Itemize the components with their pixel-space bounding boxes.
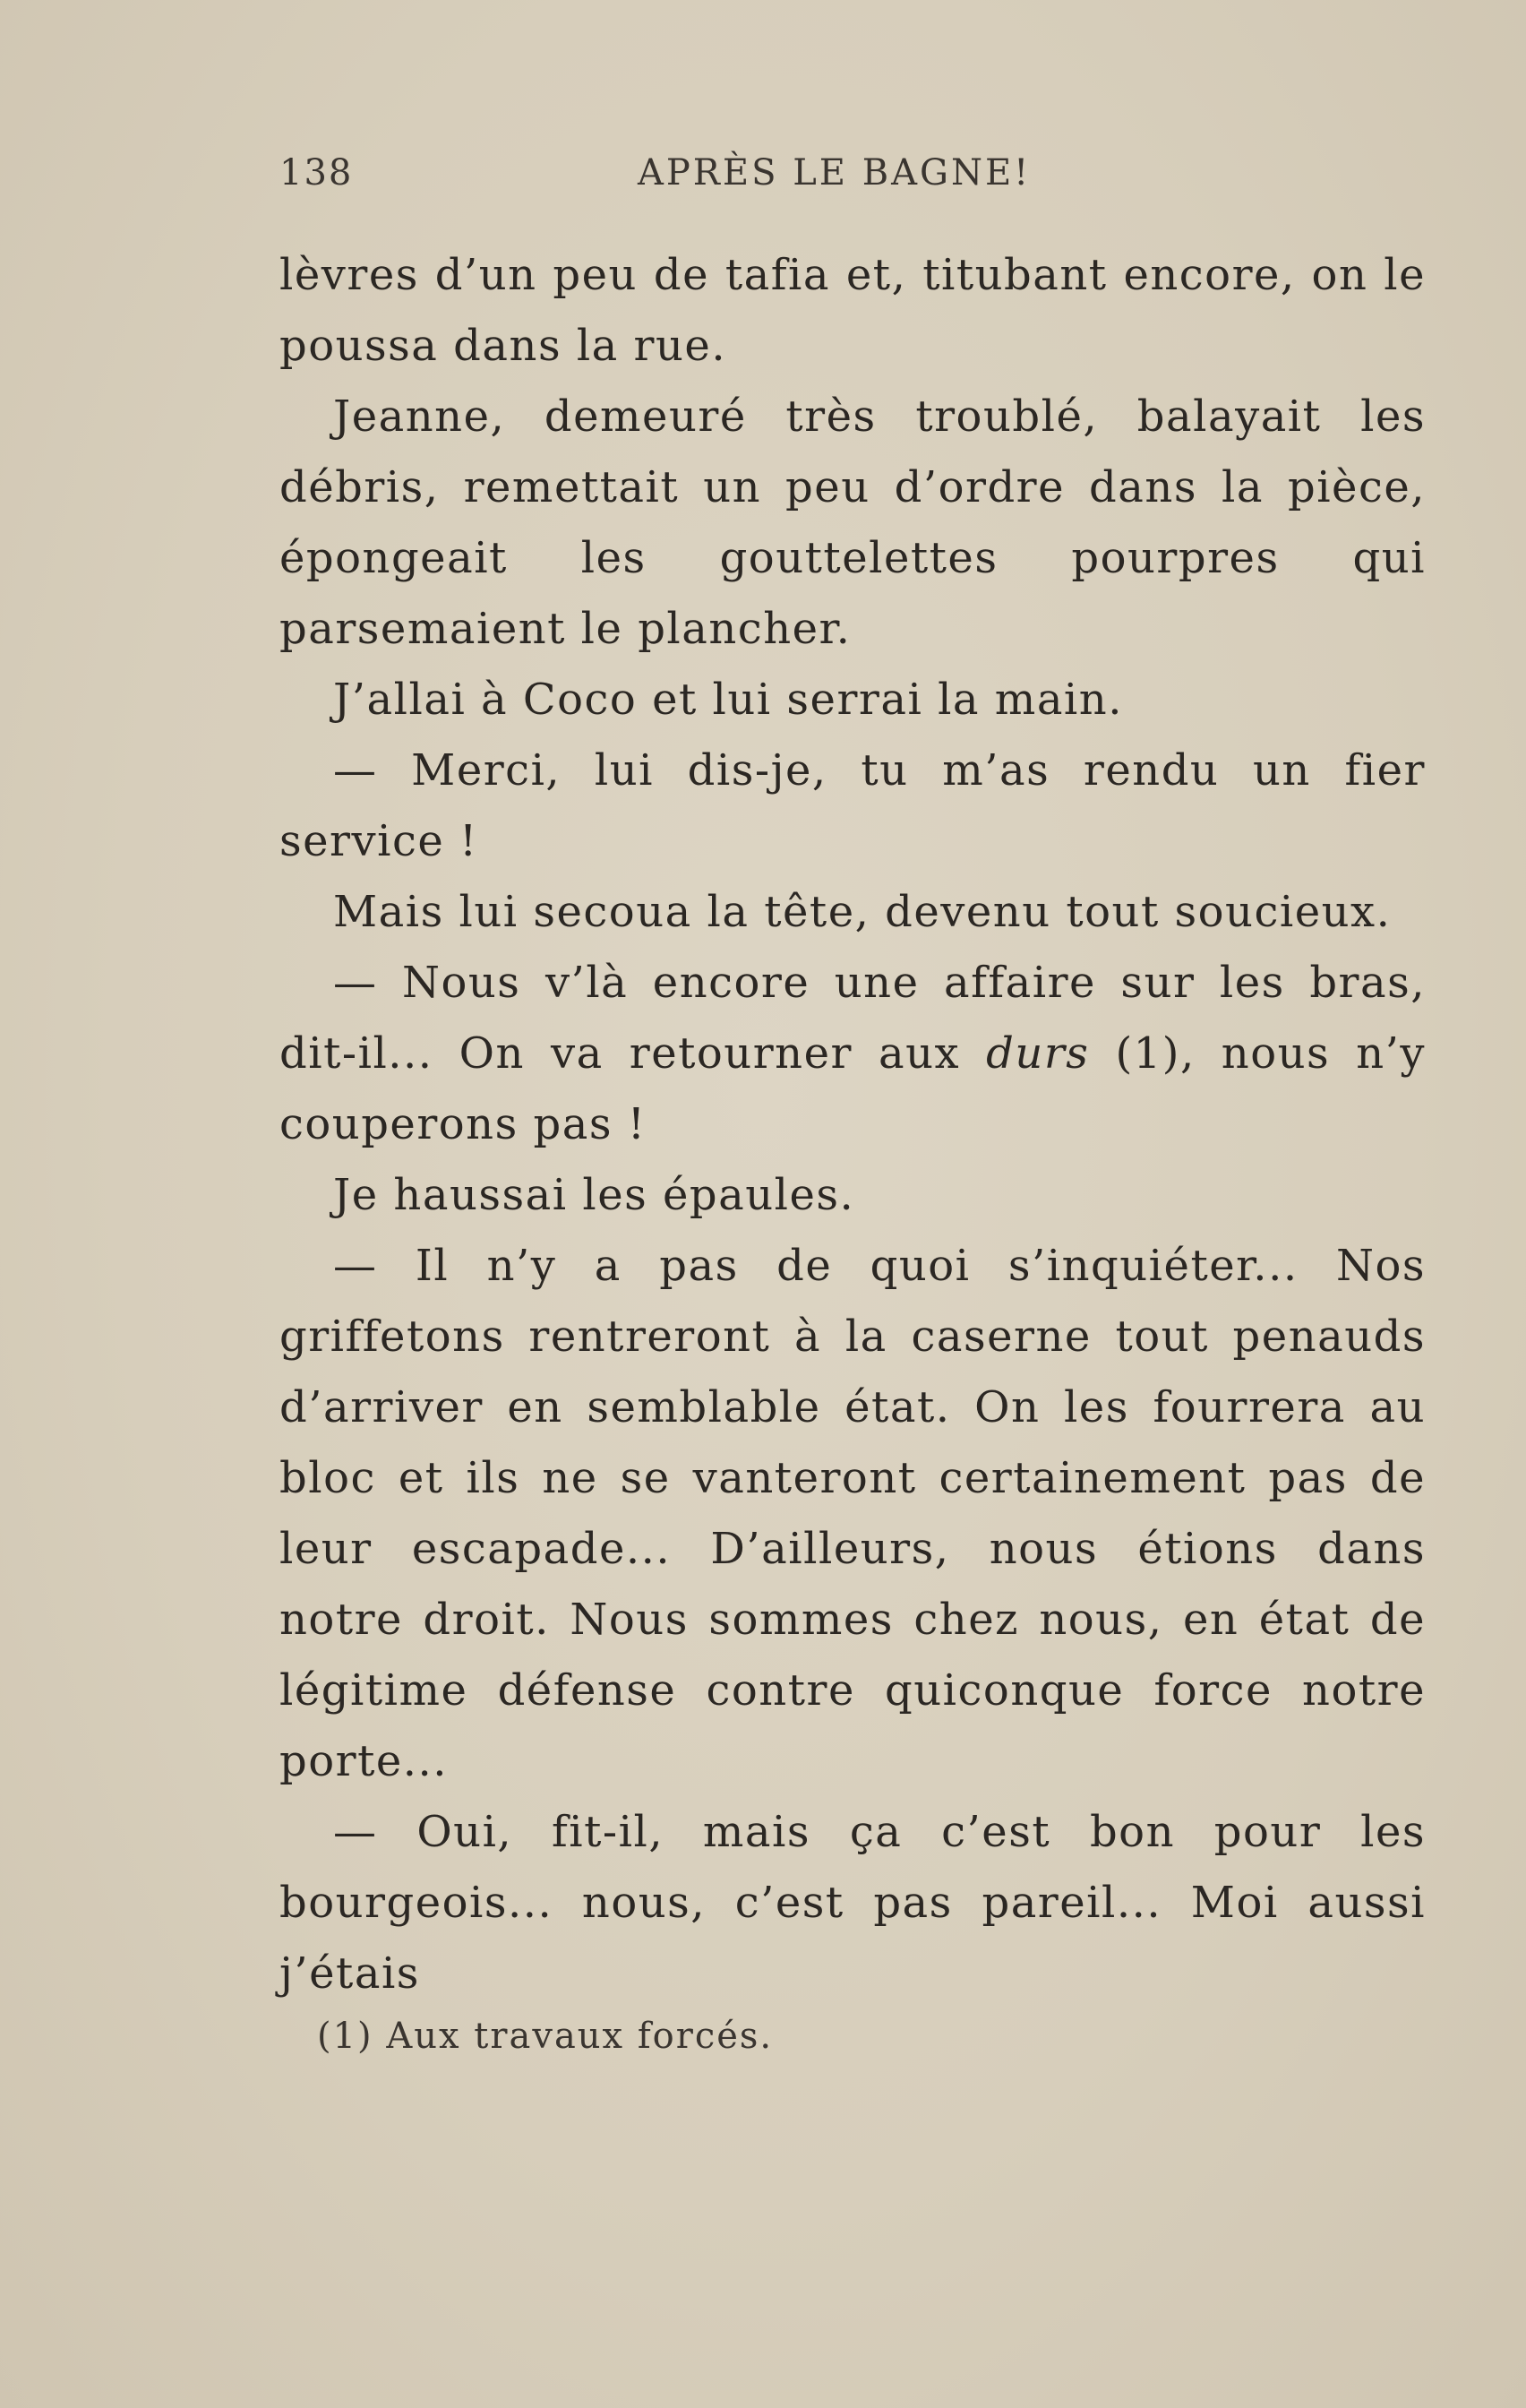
paragraph: J’allai à Coco et lui serrai la main. bbox=[333, 675, 1123, 725]
running-header bbox=[279, 152, 1426, 206]
italic-word: durs bbox=[986, 1028, 1090, 1079]
paragraph: — Il n’y a pas de quoi s’inquiéter... Nos griffetons rentreront à la caserne tout penauds d’arriver en semblable état. On les fourrera au bloc et ils ne se vanteront certainement pas de leur escapade... D’ailleurs, nous étions dans notre droit. Nous sommes chez nous, en état de légitime défense contre quiconque force notre porte... bbox=[279, 1241, 1426, 1786]
paragraph: Mais lui secoua la tête, devenu tout soucieux. bbox=[333, 887, 1392, 937]
paragraph-with-footnote bbox=[279, 948, 1426, 1160]
running-title: APRÈS LE BAGNE! bbox=[638, 152, 1032, 194]
paragraph: — Merci, lui dis-je, tu m’as rendu un fier service ! bbox=[279, 745, 1426, 866]
paragraph: Je haussai les épaules. bbox=[333, 1170, 855, 1220]
footnote: (1) Aux travaux forcés. bbox=[317, 2016, 774, 2057]
paragraph-text: (1), nous n’y couperons pas ! bbox=[279, 1028, 1426, 1149]
body-text bbox=[279, 240, 1426, 2009]
page-number: 138 bbox=[279, 152, 354, 194]
paragraph: Jeanne, demeuré très troublé, balayait les débris, remettait un peu d’ordre dans la pièce, épongeait les gouttelettes pourpres qui parsemaient le plancher. bbox=[279, 391, 1426, 654]
paragraph-text: — Nous v’là encore une affaire sur les bras, dit-il... On va retourner aux bbox=[279, 958, 1426, 1079]
paragraph: — Oui, fit-il, mais ça c’est bon pour les bourgeois... nous, c’est pas pareil... Moi aussi j’étais bbox=[279, 1807, 1426, 1999]
paragraph: lèvres d’un peu de tafia et, titubant encore, on le poussa dans la rue. bbox=[279, 250, 1426, 371]
